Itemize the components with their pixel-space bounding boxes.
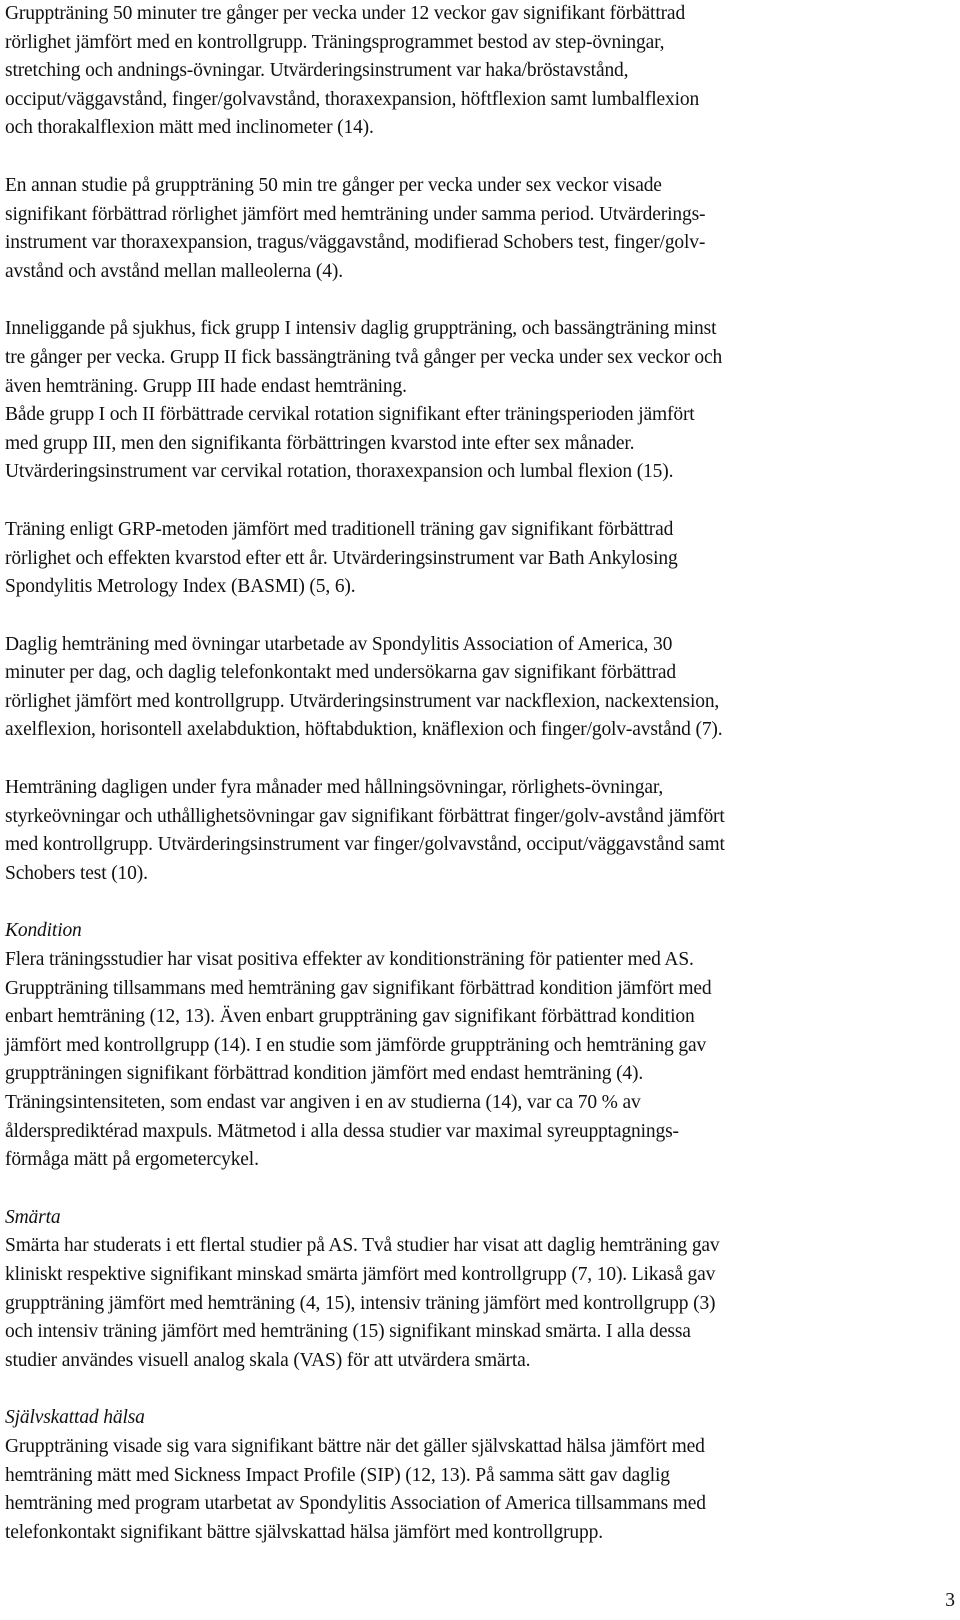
text-line: och thorakalflexion mätt med inclinometer (14). — [5, 117, 374, 139]
text-line: Träningsintensiteten, som endast var angiven i en av studierna (14), var ca 70 % av — [5, 1092, 641, 1113]
text-line: Både grupp I och II förbättrade cervikal rotation signifikant efter träningsperioden jämfört — [5, 404, 695, 426]
text-line: Gruppträning visade sig vara signifikant bättre när det gäller självskattad hälsa jämfört med — [5, 1435, 705, 1457]
text-line: förmåga mätt på ergometercykel. — [5, 1149, 259, 1171]
text-line: Daglig hemträning med övningar utarbetade av Spondylitis Association of America, 30 — [5, 633, 673, 655]
text-line: studier användes visuell analog skala (VAS) för att utvärdera smärta. — [5, 1349, 531, 1371]
text-line: rörlighet jämfört med kontrollgrupp. Utvärderingsinstrument var nackflexion, nackextension, — [5, 690, 720, 712]
text-line: Inneliggande på sjukhus, fick grupp I intensiv daglig gruppträning, och bassängträning minst — [5, 318, 717, 340]
section-heading: Självskattad hälsa — [5, 1407, 145, 1429]
text-line: Spondylitis Metrology Index (BASMI) (5, 6). — [5, 576, 356, 598]
text-line: styrkeövningar och uthållighetsövningar gav signifikant förbättrat finger/golv-avstånd jämfört — [5, 805, 725, 827]
text-line: även hemträning. Grupp III hade endast hemträning. — [5, 375, 407, 397]
text-line: signifikant förbättrad rörlighet jämfört med hemträning under samma period. Utvärderings- — [5, 203, 706, 225]
text-line: minuter per dag, och daglig telefonkontakt med undersökarna gav signifikant förbättrad — [5, 662, 677, 684]
text-line: rörlighet jämfört med en kontrollgrupp. Träningsprogrammet bestod av step-övningar, — [5, 31, 665, 53]
text-line: Hemträning dagligen under fyra månader med hållningsövningar, rörlighets-övningar, — [5, 777, 664, 799]
paragraph — [5, 631, 955, 745]
text-line: med kontrollgrupp. Utvärderingsinstrument var finger/golvavstånd, occiput/väggavstånd samt — [5, 834, 725, 856]
text-line: och intensiv träning jämfört med hemträning (15) signifikant minskad smärta. I alla dessa — [5, 1321, 691, 1343]
paragraph — [5, 0, 955, 143]
paragraph — [5, 172, 955, 286]
text-line: jämfört med kontrollgrupp (14). I en studie som jämförde gruppträning och hemträning gav — [5, 1034, 707, 1056]
text-line: Träning enligt GRP-metoden jämfört med traditionell träning gav signifikant förbättrad — [5, 518, 674, 540]
section — [5, 1404, 955, 1547]
text-line: avstånd och avstånd mellan malleolerna (4). — [5, 260, 343, 282]
section — [5, 1204, 955, 1376]
paragraph — [5, 516, 955, 602]
text-line: tre gånger per vecka. Grupp II fick bassängträning två gånger per vecka under sex veckor och — [5, 346, 723, 368]
text-line: Gruppträning 50 minuter tre gånger per vecka under 12 veckor gav signifikant förbättrad — [5, 3, 686, 24]
text-line: enbart hemträning (12, 13). Även enbart gruppträning gav signifikant förbättrad kondition — [5, 1006, 695, 1028]
text-line: hemträning mätt med Sickness Impact Profile (SIP) (12, 13). På samma sätt gav daglig — [5, 1464, 670, 1486]
section-heading: Kondition — [5, 920, 82, 942]
text-line: gruppträningen signifikant förbättrad kondition jämfört med endast hemträning (4). — [5, 1063, 644, 1085]
text-line: åldersprediktérad maxpuls. Mätmetod i alla dessa studier var maximal syreupptagnings- — [5, 1120, 679, 1142]
text-line: Smärta har studerats i ett flertal studier på AS. Två studier har visat att daglig hemträning gav — [5, 1235, 720, 1257]
document-page — [5, 0, 955, 1576]
text-line: axelflexion, horisontell axelabduktion, höftabduktion, knäflexion och finger/golv-avstånd (7). — [5, 719, 723, 741]
text-line: Schobers test (10). — [5, 862, 148, 884]
text-line: kliniskt respektive signifikant minskad smärta jämfört med kontrollgrupp (7, 10). Likaså gav — [5, 1263, 716, 1285]
text-line: Gruppträning tillsammans med hemträning gav signifikant förbättrad kondition jämfört med — [5, 977, 712, 999]
text-line: instrument var thoraxexpansion, tragus/väggavstånd, modifierad Schobers test, finger/golv- — [5, 232, 706, 254]
text-line: occiput/väggavstånd, finger/golvavstånd, thoraxexpansion, höftflexion samt lumbalflexion — [5, 88, 700, 110]
text-line: med grupp III, men den signifikanta förbättringen kvarstod inte efter sex månader. — [5, 432, 635, 454]
section-heading: Smärta — [5, 1206, 61, 1228]
text-line: hemträning med program utarbetat av Spondylitis Association of America tillsammans med — [5, 1493, 706, 1515]
text-line: En annan studie på gruppträning 50 min tre gånger per vecka under sex veckor visade — [5, 174, 662, 196]
section — [5, 917, 955, 1174]
text-line: Flera träningsstudier har visat positiva effekter av konditionsträning för patienter med AS. — [5, 949, 694, 971]
text-line: gruppträning jämfört med hemträning (4, 15), intensiv träning jämfört med kontrollgrupp (3) — [5, 1292, 716, 1314]
text-line: Utvärderingsinstrument var cervikal rotation, thoraxexpansion och lumbal flexion (15). — [5, 461, 674, 483]
text-line: telefonkontakt signifikant bättre självskattad hälsa jämfört med kontrollgrupp. — [5, 1521, 603, 1543]
paragraph — [5, 315, 955, 487]
text-line: rörlighet och effekten kvarstod efter ett år. Utvärderingsinstrument var Bath Ankylosing — [5, 547, 678, 569]
text-line: stretching och andnings-övningar. Utvärderingsinstrument var haka/bröstavstånd, — [5, 60, 629, 82]
page-number: 3 — [945, 1590, 955, 1611]
paragraph — [5, 774, 955, 888]
